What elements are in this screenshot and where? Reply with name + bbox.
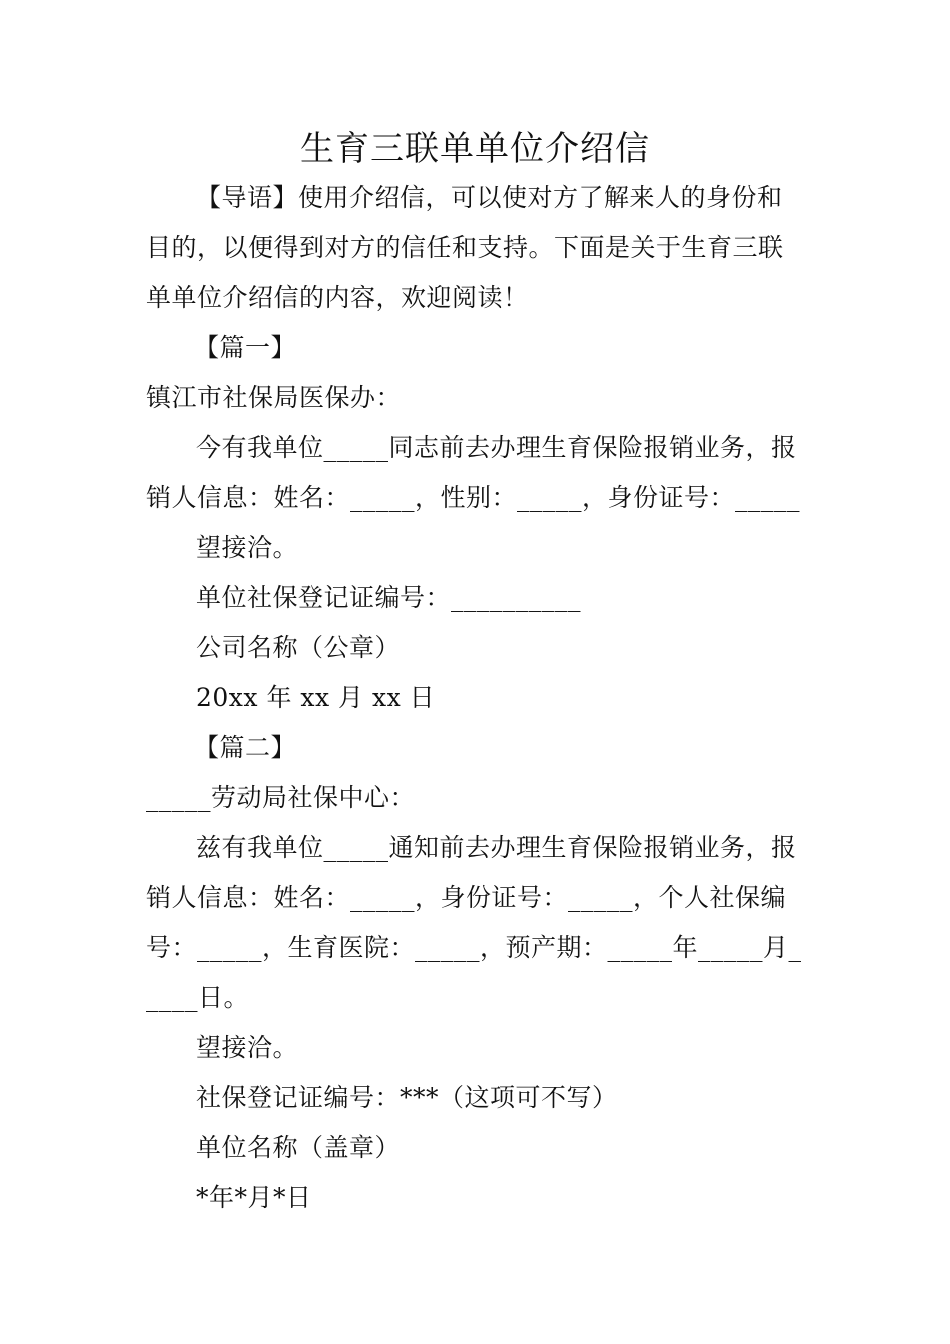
body-1-line-1: 今有我单位_____同志前去办理生育保险报销业务，报	[196, 433, 797, 462]
body-2-line-4: ____日。	[146, 983, 250, 1012]
intro-line-2: 目的，以便得到对方的信任和支持。下面是关于生育三联	[146, 233, 784, 262]
date-2: *年*月*日	[196, 1183, 312, 1212]
body-2-line-3: 号：_____，生育医院：_____，预产期：_____年_____月_	[146, 933, 802, 962]
document-title: 生育三联单单位介绍信	[300, 129, 650, 169]
body-2-line-2: 销人信息：姓名：_____，身份证号：_____，个人社保编	[146, 883, 787, 912]
intro-line-3: 单单位介绍信的内容，欢迎阅读！	[146, 283, 529, 312]
company-seal-2: 单位名称（盖章）	[196, 1133, 401, 1162]
intro-line-1: 【导语】使用介绍信，可以使对方了解来人的身份和	[196, 183, 783, 212]
section-heading-2: 【篇二】	[194, 733, 297, 762]
recipient-2: _____劳动局社保中心：	[146, 783, 416, 812]
body-2-line-1: 兹有我单位_____通知前去办理生育保险报销业务，报	[196, 833, 797, 862]
registration-2: 社保登记证编号：***（这项可不写）	[196, 1083, 618, 1112]
body-1-line-2: 销人信息：姓名：_____，性别：_____，身份证号：_____	[146, 483, 801, 512]
section-heading-1: 【篇一】	[194, 333, 297, 362]
closing-2: 望接洽。	[196, 1033, 299, 1062]
closing-1: 望接洽。	[196, 533, 299, 562]
date-1: 20xx 年 xx 月 xx 日	[196, 683, 436, 712]
recipient-1: 镇江市社保局医保办：	[146, 383, 402, 412]
registration-1: 单位社保登记证编号：__________	[196, 583, 582, 612]
company-seal-1: 公司名称（公章）	[196, 633, 401, 662]
